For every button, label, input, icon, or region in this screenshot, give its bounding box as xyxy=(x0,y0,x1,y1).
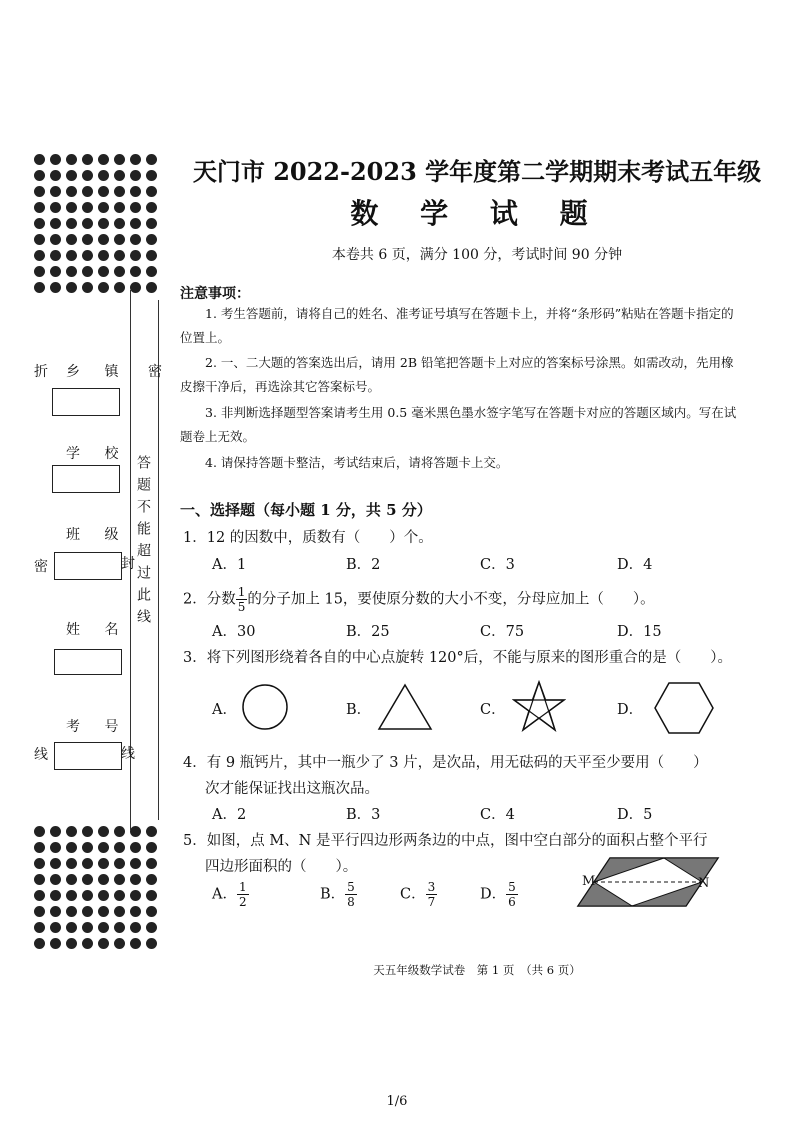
no-answer-beyond-line-note: 答题不能超过此线 xyxy=(135,455,151,631)
q3-option-d: D． xyxy=(617,702,644,718)
decorative-dot xyxy=(146,202,157,213)
id-field[interactable] xyxy=(54,742,122,770)
q5-option-d xyxy=(480,880,518,909)
decorative-dot xyxy=(98,266,109,277)
decorative-dot xyxy=(50,202,61,213)
decorative-dot xyxy=(146,842,157,853)
decorative-dot xyxy=(146,874,157,885)
fraction-numerator: 5 xyxy=(508,880,516,894)
town-field[interactable] xyxy=(52,388,120,416)
decorative-dot xyxy=(130,938,141,949)
shaded-top-left xyxy=(594,858,664,882)
q5-option-a-letter: A． xyxy=(212,886,237,903)
q4-option-d: D．5 xyxy=(617,807,653,823)
decorative-dot xyxy=(66,858,77,869)
name-label: 姓 名 xyxy=(66,622,129,638)
town-label: 乡 镇 xyxy=(66,364,129,380)
question-1: 1．12 的因数中，质数有（ ）个。 xyxy=(183,530,433,546)
decorative-dot xyxy=(146,234,157,245)
decorative-dot xyxy=(98,922,109,933)
decorative-dot xyxy=(34,826,45,837)
decorative-dot xyxy=(114,154,125,165)
decorative-dot xyxy=(34,266,45,277)
question-4-continued: 次才能保证找出这瓶次品。 xyxy=(205,781,379,797)
decorative-dot xyxy=(130,234,141,245)
decorative-dot xyxy=(34,218,45,229)
decorative-dot xyxy=(146,154,157,165)
note-item: 4. 请保持答题卡整洁，考试结束后，请将答题卡上交。 xyxy=(205,455,509,470)
page-number: 1/6 xyxy=(386,1094,408,1109)
decorative-dot xyxy=(130,282,141,293)
decorative-dot xyxy=(66,938,77,949)
decorative-dot xyxy=(114,250,125,261)
question-5-continued: 四边形面积的（ ）。 xyxy=(205,859,358,875)
school-field[interactable] xyxy=(52,465,120,493)
decorative-dot xyxy=(114,890,125,901)
decorative-dot xyxy=(82,154,93,165)
decorative-dot xyxy=(50,170,61,181)
decorative-dot xyxy=(114,826,125,837)
decorative-dot xyxy=(146,186,157,197)
question-3: 3．将下列图形绕着各自的中心点旋转 120°后，不能与原来的图形重合的是（ ）。 xyxy=(183,650,733,666)
question-5: 5．如图，点 M、N 是平行四边形两条边的中点，图中空白部分的面积占整个平行 xyxy=(183,833,708,849)
exam-subject: 数 学 试 题 xyxy=(350,197,604,230)
decorative-dot xyxy=(34,170,45,181)
question-4: 4．有 9 瓶钙片，其中一瓶少了 3 片，是次品，用无砝码的天平至少要用（ ） xyxy=(183,755,708,771)
q5-option-a-fraction xyxy=(237,880,249,909)
decorative-dot xyxy=(82,842,93,853)
note-item: 3. 非判断选择题型答案请考生用 0.5 毫米黑色墨水签字笔写在答题卡对应的答题区域内。写在试题卷上无效。 xyxy=(180,405,737,444)
decorative-dot xyxy=(98,154,109,165)
decorative-dot xyxy=(50,842,61,853)
page-footer: 天五年级数学试卷 第 1 页 （共 6 页） xyxy=(373,963,581,977)
decorative-dot xyxy=(66,218,77,229)
decorative-dot xyxy=(82,938,93,949)
decorative-dot xyxy=(66,282,77,293)
question-2 xyxy=(183,585,655,614)
decorative-dot xyxy=(130,250,141,261)
decorative-dot xyxy=(50,826,61,837)
q5-option-b xyxy=(320,880,357,909)
decorative-dot xyxy=(146,266,157,277)
decorative-dot xyxy=(82,874,93,885)
name-field[interactable] xyxy=(54,649,122,675)
decorative-dot xyxy=(66,826,77,837)
decorative-dot xyxy=(82,858,93,869)
seal-side-right: 封 xyxy=(121,556,135,572)
q2-fraction-numerator: 1 xyxy=(237,585,246,599)
decorative-dot xyxy=(66,202,77,213)
decorative-dot xyxy=(66,922,77,933)
seal-side-left: 密 xyxy=(34,559,48,575)
decorative-dot xyxy=(34,874,45,885)
decorative-dot xyxy=(98,170,109,181)
decorative-dot xyxy=(50,906,61,917)
class-label: 班 级 xyxy=(66,527,129,543)
decorative-dot xyxy=(98,218,109,229)
id-label: 考 号 xyxy=(66,719,129,735)
decorative-dot xyxy=(146,858,157,869)
decorative-dot xyxy=(34,858,45,869)
q4-option-b: B．3 xyxy=(346,807,381,823)
exam-title: 天门市 2022-2023 学年度第二学期期末考试五年级 xyxy=(192,157,762,186)
hexagon-shape xyxy=(653,680,715,736)
decorative-dot xyxy=(130,858,141,869)
decorative-dot xyxy=(98,282,109,293)
fraction-numerator: 5 xyxy=(347,880,355,894)
decorative-dot xyxy=(114,874,125,885)
star-shape xyxy=(512,680,566,734)
decorative-dot xyxy=(66,842,77,853)
decorative-dot xyxy=(146,250,157,261)
fraction-numerator: 3 xyxy=(427,880,436,894)
q2-option-a: A．30 xyxy=(212,624,256,640)
q2-fraction-denominator: 5 xyxy=(237,600,246,614)
decorative-dot xyxy=(98,186,109,197)
decorative-dot xyxy=(50,858,61,869)
section-heading: 一、选择题（每小题 1 分，共 5 分） xyxy=(180,501,432,519)
decorative-dot xyxy=(66,154,77,165)
decorative-dot xyxy=(34,906,45,917)
decorative-dot xyxy=(146,826,157,837)
shaded-top-right xyxy=(664,858,718,882)
decorative-dot xyxy=(50,250,61,261)
q3-option-b: B． xyxy=(346,702,372,718)
decorative-dot xyxy=(130,874,141,885)
decorative-dot xyxy=(130,218,141,229)
fraction-denominator: 8 xyxy=(347,895,355,909)
decorative-dot xyxy=(114,906,125,917)
decorative-dot xyxy=(130,186,141,197)
decorative-dot xyxy=(146,906,157,917)
q5-option-c-letter: C． xyxy=(400,886,426,903)
decorative-dot xyxy=(146,938,157,949)
decorative-dot xyxy=(34,842,45,853)
q5-option-b-letter: B． xyxy=(320,886,346,903)
decorative-dot xyxy=(82,906,93,917)
decorative-dot xyxy=(82,890,93,901)
decorative-dot xyxy=(50,186,61,197)
decorative-dot xyxy=(34,186,45,197)
q2-prefix: 2．分数 xyxy=(183,591,236,608)
fraction-numerator: 1 xyxy=(238,880,247,894)
decorative-dot xyxy=(130,170,141,181)
decorative-dot xyxy=(82,170,93,181)
fraction-denominator: 2 xyxy=(238,895,247,909)
decorative-dot xyxy=(82,218,93,229)
shaded-bottom-right xyxy=(632,882,702,906)
decorative-dot xyxy=(98,858,109,869)
decorative-dot xyxy=(146,218,157,229)
q2-option-c: C．75 xyxy=(480,624,525,640)
q2-option-d: D．15 xyxy=(617,624,662,640)
decorative-dot xyxy=(34,202,45,213)
school-label: 学 校 xyxy=(66,446,129,462)
q3-option-a: A． xyxy=(212,702,237,718)
decorative-dot xyxy=(34,234,45,245)
decorative-dot xyxy=(130,826,141,837)
decorative-dot xyxy=(130,842,141,853)
circle-shape xyxy=(240,682,290,732)
q2-option-b: B．25 xyxy=(346,624,390,640)
seal-label: 密 xyxy=(148,364,162,380)
q1-option-c: C．3 xyxy=(480,557,515,573)
decorative-dot xyxy=(66,890,77,901)
q5-option-b-fraction xyxy=(345,880,357,909)
fraction-denominator: 6 xyxy=(508,895,516,909)
decorative-dot xyxy=(130,266,141,277)
line-label-left: 线 xyxy=(34,747,48,763)
decorative-dot xyxy=(98,890,109,901)
decorative-dot xyxy=(82,250,93,261)
line-label-right: 线 xyxy=(121,746,135,762)
decorative-dot xyxy=(66,250,77,261)
decorative-dot xyxy=(98,202,109,213)
fold-label: 折 xyxy=(34,364,48,380)
q2-suffix: 的分子加上 15，要使原分数的大小不变，分母应加上（ ）。 xyxy=(247,591,655,608)
decorative-dot xyxy=(82,282,93,293)
decorative-dot xyxy=(98,826,109,837)
decorative-dot xyxy=(82,202,93,213)
decorative-dot xyxy=(50,154,61,165)
decorative-dot xyxy=(146,922,157,933)
decorative-dot xyxy=(50,938,61,949)
decorative-dot xyxy=(34,890,45,901)
bottom-dot-pattern xyxy=(34,826,158,950)
decorative-dot xyxy=(50,234,61,245)
decorative-dot xyxy=(114,234,125,245)
decorative-dot xyxy=(66,874,77,885)
q5-option-c xyxy=(400,880,437,909)
decorative-dot xyxy=(130,154,141,165)
decorative-dot xyxy=(130,890,141,901)
decorative-dot xyxy=(50,874,61,885)
decorative-dot xyxy=(50,922,61,933)
q4-option-c: C．4 xyxy=(480,807,515,823)
decorative-dot xyxy=(98,234,109,245)
decorative-dot xyxy=(114,170,125,181)
decorative-dot xyxy=(66,170,77,181)
decorative-dot xyxy=(98,842,109,853)
decorative-dot xyxy=(50,282,61,293)
decorative-dot xyxy=(98,874,109,885)
decorative-dot xyxy=(98,250,109,261)
q1-option-b: B．2 xyxy=(346,557,381,573)
decorative-dot xyxy=(98,906,109,917)
decorative-dot xyxy=(114,938,125,949)
decorative-dot xyxy=(82,266,93,277)
decorative-dot xyxy=(34,154,45,165)
decorative-dot xyxy=(114,842,125,853)
decorative-dot xyxy=(82,234,93,245)
q1-option-d: D．4 xyxy=(617,557,653,573)
decorative-dot xyxy=(34,250,45,261)
notes-heading: 注意事项： xyxy=(180,286,250,302)
q4-option-a: A．2 xyxy=(212,807,247,823)
decorative-dot xyxy=(50,266,61,277)
point-n-label: N xyxy=(698,876,710,891)
q5-option-d-letter: D． xyxy=(480,886,507,903)
fraction-denominator: 7 xyxy=(427,895,436,909)
decorative-dot xyxy=(50,890,61,901)
decorative-dot xyxy=(66,234,77,245)
decorative-dot xyxy=(146,170,157,181)
decorative-dot xyxy=(34,938,45,949)
decorative-dot xyxy=(130,906,141,917)
note-item: 1. 考生答题前，请将自己的姓名、准考证号填写在答题卡上，并将“条形码”粘贴在答题卡指定的位置上。 xyxy=(180,306,734,345)
q1-option-a: A．1 xyxy=(212,557,247,573)
decorative-dot xyxy=(114,202,125,213)
decorative-dot xyxy=(82,826,93,837)
decorative-dot xyxy=(114,218,125,229)
decorative-dot xyxy=(130,202,141,213)
exam-info: 本卷共 6 页，满分 100 分，考试时间 90 分钟 xyxy=(331,247,623,263)
decorative-dot xyxy=(114,186,125,197)
decorative-dot xyxy=(50,218,61,229)
decorative-dot xyxy=(146,890,157,901)
q3-option-c: C． xyxy=(480,702,506,718)
decorative-dot xyxy=(66,906,77,917)
decorative-dot xyxy=(82,922,93,933)
decorative-dot xyxy=(114,922,125,933)
decorative-dot xyxy=(146,282,157,293)
decorative-dot xyxy=(114,858,125,869)
decorative-dot xyxy=(34,922,45,933)
decorative-dot xyxy=(98,938,109,949)
decorative-dot xyxy=(130,922,141,933)
decorative-dot xyxy=(66,266,77,277)
decorative-dot xyxy=(114,266,125,277)
decorative-dot xyxy=(66,186,77,197)
q5-option-c-fraction xyxy=(426,880,438,909)
class-field[interactable] xyxy=(54,552,122,580)
q2-fraction xyxy=(236,585,248,614)
q5-option-a xyxy=(212,880,249,909)
top-dot-pattern xyxy=(34,154,158,294)
decorative-dot xyxy=(34,282,45,293)
note-item: 2. 一、二大题的答案选出后，请用 2B 铅笔把答题卡上对应的答案标号涂黑。如需改动，先用橡皮擦干净后，再选涂其它答案标号。 xyxy=(180,355,734,394)
q5-option-d-fraction xyxy=(506,880,518,909)
point-m-label: M xyxy=(582,874,596,889)
decorative-dot xyxy=(82,186,93,197)
decorative-dot xyxy=(114,282,125,293)
triangle-shape xyxy=(376,682,434,732)
